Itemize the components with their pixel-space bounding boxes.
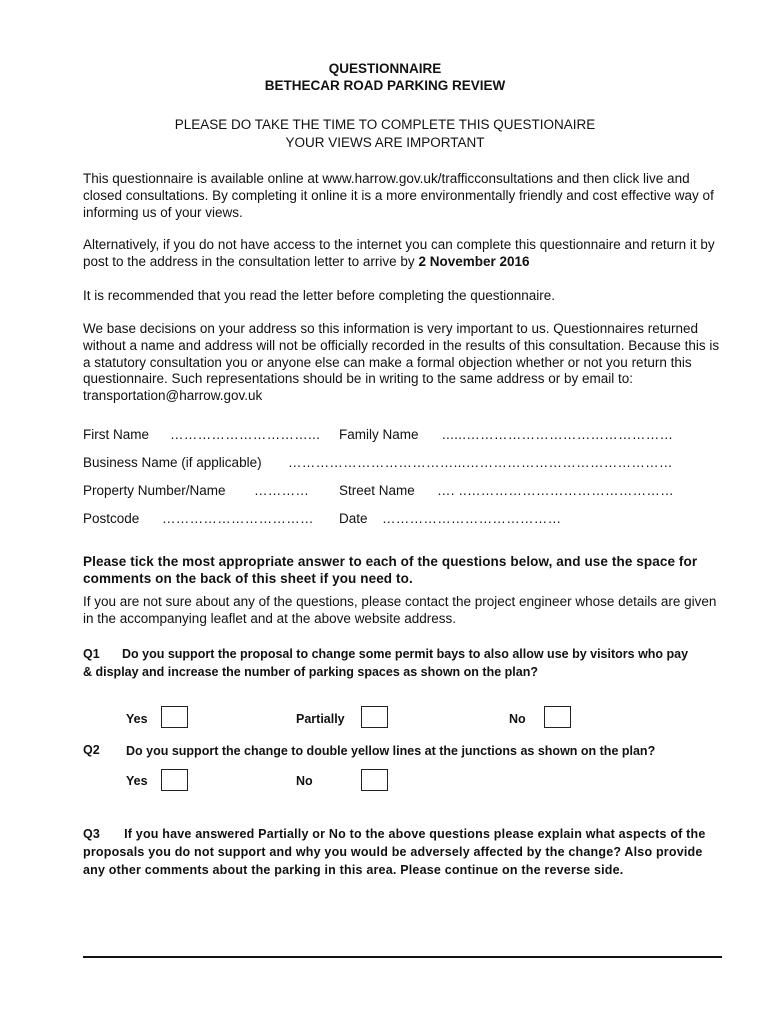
q3-question xyxy=(83,825,723,879)
postcode-label: Postcode xyxy=(83,511,140,526)
q2-option-yes-label: Yes xyxy=(126,774,148,788)
postcode-field[interactable]: …………………………… xyxy=(162,511,314,526)
first-name-label: First Name xyxy=(83,427,150,442)
intro-online-paragraph: This questionnaire is available online at www.harrow.gov.uk/trafficconsultations and then click live and closed consultations. By completing it online it is a more environmentally friendly and cost effective way of informing us of your views. xyxy=(83,171,714,220)
intro-post-paragraph xyxy=(83,237,723,271)
q1-yes-checkbox[interactable] xyxy=(161,706,188,728)
property-label: Property Number/Name xyxy=(83,483,226,498)
q1-number: Q1 xyxy=(83,647,100,661)
notice-line-2: YOUR VIEWS ARE IMPORTANT xyxy=(285,135,485,150)
street-name-field[interactable]: …. ..……………………………………… xyxy=(437,483,675,498)
q2-question-text: Do you support the change to double yellow lines at the junctions as shown on the plan? xyxy=(126,744,656,758)
q3-number: Q3 xyxy=(83,827,101,841)
q2-yes-checkbox[interactable] xyxy=(161,769,188,791)
document-title: QUESTIONNAIRE xyxy=(328,61,442,76)
date-field[interactable]: ………………………………… xyxy=(382,511,562,526)
q1-partially-checkbox[interactable] xyxy=(361,706,388,728)
q1-option-no-label: No xyxy=(509,712,526,726)
q2-option-no-label: No xyxy=(296,774,313,788)
bottom-divider xyxy=(83,956,722,958)
first-name-field[interactable]: …………………………... xyxy=(170,427,321,442)
deadline-date: 2 November 2016 xyxy=(418,253,530,269)
business-name-label: Business Name (if applicable) xyxy=(83,455,262,470)
contact-instruction: If you are not sure about any of the questions, please contact the project engineer whose details are given in the accompanying leaflet and at the above website address. xyxy=(83,594,717,626)
intro-post-text: Alternatively, if you do not have access to the internet you can complete this questionnaire and return it by post to the address in the consultation letter to arrive by xyxy=(83,237,715,269)
q1-question-text-continued: & display and increase the number of parking spaces as shown on the plan? xyxy=(83,665,538,679)
tick-instruction: Please tick the most appropriate answer to each of the questions below, and use the space for comments on the back of this sheet if you need to. xyxy=(83,554,698,586)
street-name-label: Street Name xyxy=(339,483,415,498)
property-field[interactable]: ………… xyxy=(254,483,310,498)
q1-option-yes-label: Yes xyxy=(126,712,148,726)
q1-question-text: Do you support the proposal to change some permit bays to also allow use by visitors who pay xyxy=(122,647,689,661)
family-name-label: Family Name xyxy=(339,427,419,442)
q1-option-partially-label: Partially xyxy=(296,712,345,726)
business-name-field[interactable]: ………………………………...……………………………………… xyxy=(288,455,673,470)
q2-no-checkbox[interactable] xyxy=(361,769,388,791)
intro-decisions-paragraph: We base decisions on your address so this information is very important to us. Questionnaires returned without a name and address will not be officially recorded in the results of this consultation. Because this is a statutory consultation you or anyone else can make a formal objection whether or not you return this questionnaire. Such representations should be in writing to the same address or by email to: transportation@harrow.gov.uk xyxy=(83,321,720,404)
q3-question-text: If you have answered Partially or No to the above questions please explain what aspects of the proposals you do not support and why you would be adversely affected by the change? Also provide any other comments about the parking in this area. Please continue on the reverse side. xyxy=(83,827,706,877)
family-name-field[interactable]: ......……………………………………… xyxy=(442,427,674,442)
intro-recommend-paragraph: It is recommended that you read the letter before completing the questionnaire. xyxy=(83,288,556,303)
date-label: Date xyxy=(339,511,368,526)
document-subtitle: BETHECAR ROAD PARKING REVIEW xyxy=(264,78,506,93)
q2-number: Q2 xyxy=(83,743,100,757)
q1-no-checkbox[interactable] xyxy=(544,706,571,728)
notice-line-1: PLEASE DO TAKE THE TIME TO COMPLETE THIS QUESTIONAIRE xyxy=(174,117,596,132)
